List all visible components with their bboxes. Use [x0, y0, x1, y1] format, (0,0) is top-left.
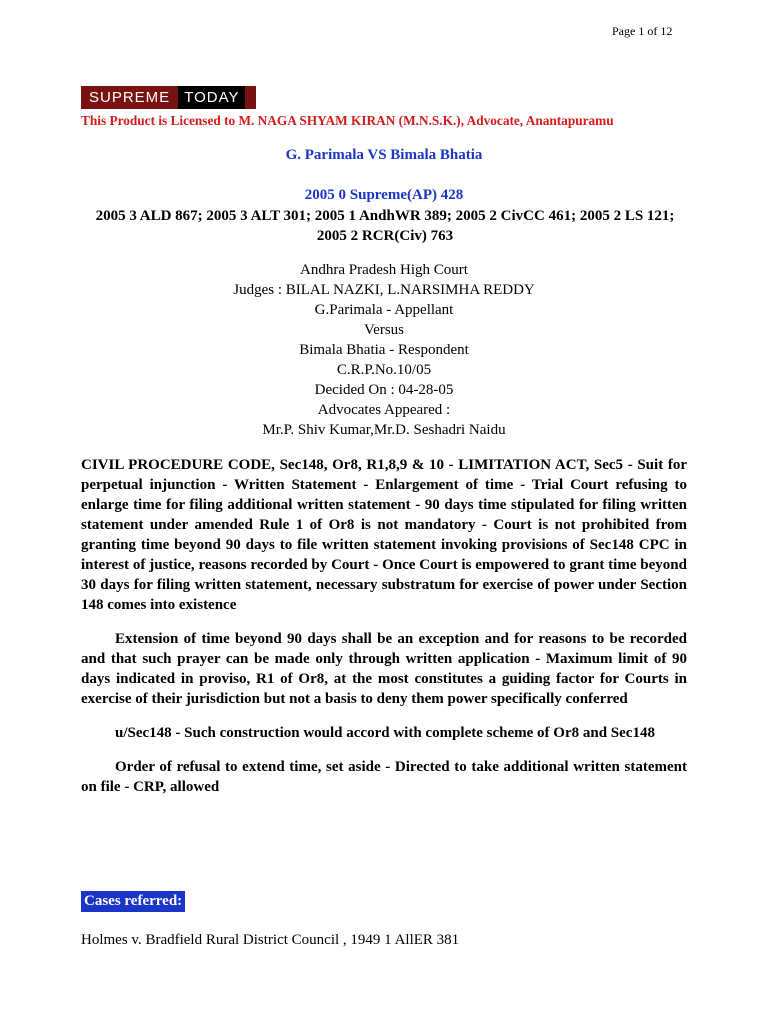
court-name: Andhra Pradesh High Court [300, 262, 468, 278]
case-referred-item: Holmes v. Bradfield Rural District Council , 1949 1 AllER 381 [81, 932, 460, 948]
advocates-label: Advocates Appeared : [317, 402, 451, 418]
advocates: Mr.P. Shiv Kumar,Mr.D. Seshadri Naidu [262, 422, 506, 438]
parallel-citations: 2005 3 ALD 867; 2005 3 ALT 301; 2005 1 AndhWR 389; 2005 2 CivCC 461; 2005 2 LS 121; 2005 2 RCR(Civ) 763 [95, 208, 675, 244]
logo-word-today: TODAY [178, 86, 245, 109]
versus: Versus [364, 322, 404, 338]
appellant: G.Parimala - Appellant [314, 302, 454, 318]
headnote-paragraph: u/Sec148 - Such construction would accord with complete scheme of Or8 and Sec148 [115, 725, 655, 741]
respondent: Bimala Bhatia - Respondent [299, 342, 469, 358]
logo-word-supreme: SUPREME [89, 89, 171, 106]
headnote-paragraph: CIVIL PROCEDURE CODE, Sec148, Or8, R1,8,9 & 10 - LIMITATION ACT, Sec5 - Suit for perpetual injunction - Written Statement - Enlargement of time - Trial Court refusing to enlarge time for filing additional written statement - 90 days time stipulated for filing written statement under amended Rule 1 of Or8 is not mandatory - Court is not prohibited from granting time beyond 90 days to file written statement invoking provisions of Sec148 CPC in interest of justice, reasons recorded by Court - Once Court is empowered to grant time beyond 30 days for filing written statement, necessary substratum for exercise of power under Section 148 comes into existence [81, 457, 687, 613]
case-details [0, 260, 768, 440]
judges: Judges : BILAL NAZKI, L.NARSIMHA REDDY [233, 282, 535, 298]
headnote-paragraph: Extension of time beyond 90 days shall be an exception and for reasons to be recorded and that such prayer can be made only through written application - Maximum limit of 90 days indicated in proviso, R1 of Or8, at the most constitutes a guiding factor for Courts in exercise of their jurisdiction but not a basis to deny them power specifically conferred [81, 631, 687, 707]
case-title: G. Parimala VS Bimala Bhatia [285, 147, 483, 163]
primary-citation: 2005 0 Supreme(AP) 428 [304, 187, 464, 203]
decided-date: Decided On : 04-28-05 [314, 382, 454, 398]
supreme-today-logo [81, 86, 256, 109]
headnotes [81, 455, 687, 811]
cases-referred-heading: Cases referred: [81, 891, 185, 912]
page-number: Page 1 of 12 [612, 24, 673, 38]
case-number: C.R.P.No.10/05 [336, 362, 432, 378]
headnote-paragraph: Order of refusal to extend time, set aside - Directed to take additional written statement on file - CRP, allowed [81, 759, 687, 795]
license-notice: This Product is Licensed to M. NAGA SHYAM KIRAN (M.N.S.K.), Advocate, Anantapuramu [81, 113, 614, 128]
